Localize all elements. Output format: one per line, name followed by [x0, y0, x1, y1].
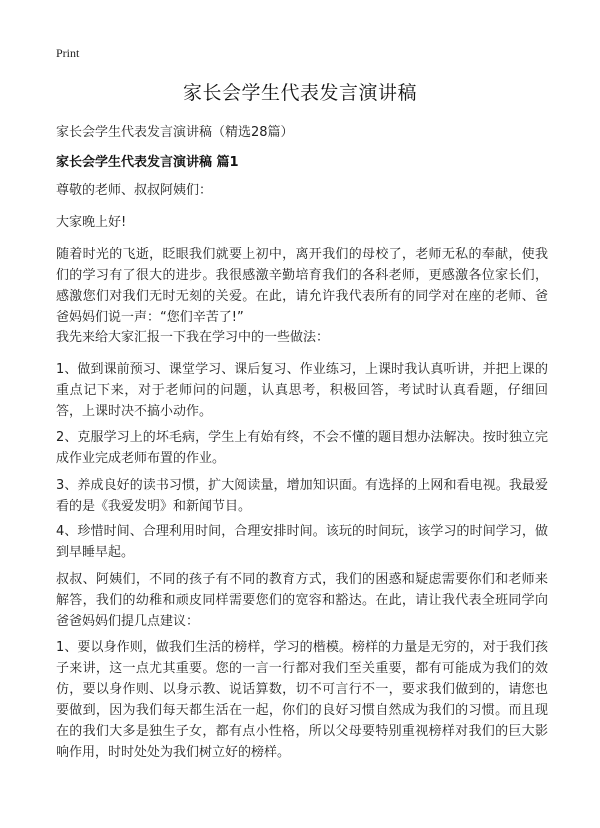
paragraph-greeting: 尊敬的老师、叔叔阿姨们：: [56, 183, 213, 198]
document-subtitle: 家长会学生代表发言演讲稿（精选28篇）: [56, 125, 294, 140]
paragraph-evening-greeting: 大家晚上好!: [56, 215, 127, 230]
section-heading: 家长会学生代表发言演讲稿 篇1: [56, 155, 239, 170]
paragraph-item-1: 1、做到课前预习、课堂学习、课后复习、作业练习，上课时我认真听讲，并把上课的重点记下来，对于老师问的问题，认真思考，积极回答，考试时认真看题，仔细回答，上课时决不搞小动作。: [56, 362, 548, 419]
paragraph-item-2: 2、克服学习上的坏毛病，学生上有始有终，不会不懂的题目想办法解决。按时独立完成作业完成老师布置的作业。: [56, 430, 548, 466]
paragraph-item-4: 4、珍惜时间、合理利用时间，合理安排时间。该玩的时间玩，该学习的时间学习，做到早睡早起。: [56, 524, 548, 560]
paragraph-advice-1: 1、要以身作则，做我们生活的榜样，学习的楷模。榜样的力量是无穷的，对于我们孩子来讲，这一点尤其重要。您的一言一行都对我们至关重要，都有可能成为我们的效仿，要以身作则、以身示教、说话算数，切不可言行不一，要求我们做到的，请您也要做到，因为我们每天都生活在一起，你们的良好习惯自然成为我们的习惯。而且现在的我们大多是独生子女，都有点小性格，所以父母要特别重视榜样对我们的巨大影响作用，时时处处为我们树立好的榜样。: [56, 640, 548, 760]
paragraph-report: 我先来给大家汇报一下我在学习中的一些做法：: [56, 330, 330, 345]
paragraph-parents: 叔叔、阿姨们，不同的孩子有不同的教育方式，我们的困惑和疑虑需要你们和老师来解答，我们的幼稚和顽皮同样需要您们的宽容和豁达。在此，请让我代表全班同学向爸爸妈妈们提几点建议：: [56, 572, 548, 629]
page-title: 家长会学生代表发言演讲稿: [182, 82, 417, 104]
paragraph-item-3: 3、养成良好的读书习惯，扩大阅读量，增加知识面。有选择的上网和看电视。我最爱看的是《我爱发明》和新闻节目。: [56, 478, 548, 514]
print-link[interactable]: Print: [56, 46, 80, 60]
paragraph-intro: 随着时光的飞逝，眨眼我们就要上初中，离开我们的母校了，老师无私的奉献，使我们的学习有了很大的进步。我很感激辛勤培育我们的各科老师，更感激各位家长们，感激您们对我们无时无刻的关爱。在此，请允许我代表所有的同学对在座的老师、爸爸妈妈们说一声：“您们辛苦了!”: [56, 247, 548, 325]
